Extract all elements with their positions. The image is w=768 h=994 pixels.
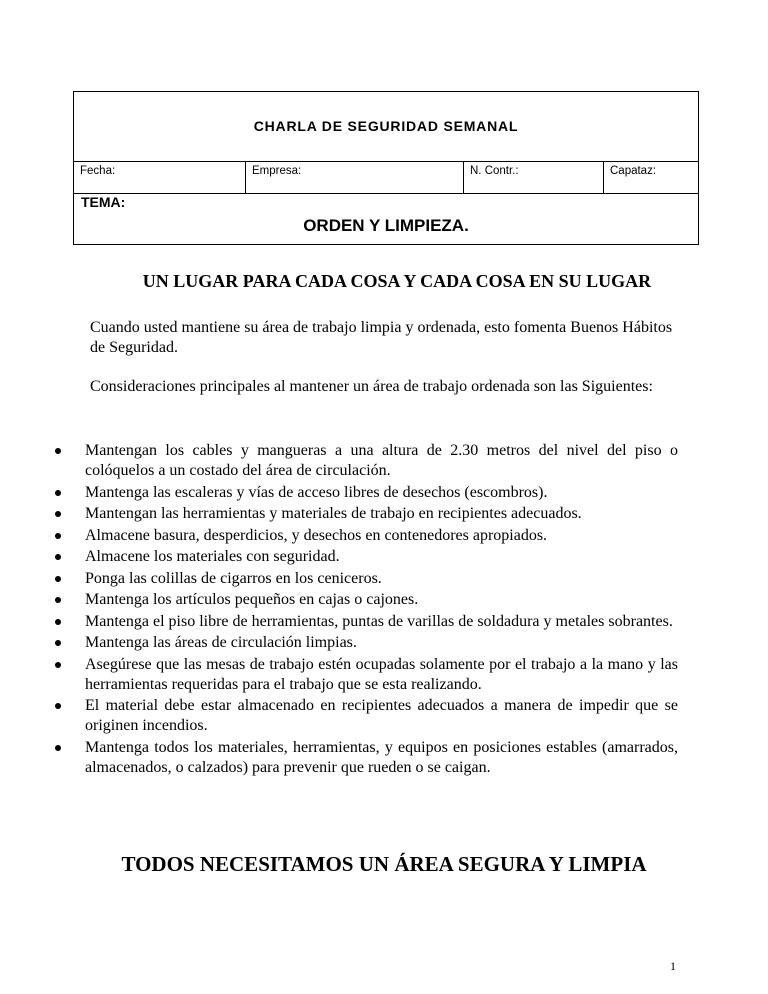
bullet-icon: [55, 662, 61, 668]
bullet-text: Mantenga las áreas de circulación limpias.: [85, 634, 357, 651]
bullet-item: [52, 655, 678, 695]
bullet-item: [52, 483, 678, 503]
bullet-text: Asegúrese que las mesas de trabajo estén ocupadas solamente por el trabajo a la mano y las herramientas requeridas para el trabajo que se esta realizando.: [85, 655, 678, 693]
document-title: CHARLA DE SEGURIDAD SEMANAL: [253, 118, 519, 134]
bullet-icon: [55, 490, 61, 496]
bullet-item: [52, 547, 678, 567]
bullet-text: El material debe estar almacenado en recipientes adecuados a manera de impedir que se originen incendios.: [85, 697, 678, 734]
bullet-text: Mantengan las herramientas y materiales de trabajo en recipientes adecuados.: [85, 505, 582, 522]
field-contrato[interactable]: N. Contr.:: [464, 162, 604, 193]
bullet-icon: [55, 576, 61, 582]
considerations-paragraph: Consideraciones principales al mantener un área de trabajo ordenada son las Siguientes:: [90, 378, 653, 395]
bullet-icon: [55, 511, 61, 517]
bullet-text: Almacene los materiales con seguridad.: [85, 548, 340, 565]
bullet-icon: [55, 533, 61, 539]
bullet-item: [52, 504, 678, 524]
topic-title: ORDEN Y LIMPIEZA.: [303, 216, 469, 235]
field-empresa[interactable]: Empresa:: [246, 162, 464, 193]
fields-row: [74, 161, 698, 194]
bullet-icon: [55, 703, 61, 709]
bullet-text: Mantenga los artículos pequeños en cajas o cajones.: [85, 591, 419, 608]
subtitle: UN LUGAR PARA CADA COSA Y CADA COSA EN SU LUGAR: [142, 271, 652, 291]
bullet-icon: [55, 619, 61, 625]
bullet-item: [52, 441, 678, 481]
intro-paragraph: Cuando usted mantiene su área de trabajo limpia y ordenada, esto fomenta Buenos Hábitos de Seguridad.: [90, 319, 673, 356]
page-number: 1: [670, 959, 676, 973]
closing-statement: TODOS NECESITAMOS UN ÁREA SEGURA Y LIMPIA: [121, 852, 647, 876]
bullet-text: Ponga las colillas de cigarros en los ceniceros.: [85, 569, 382, 587]
bullet-item: [52, 569, 678, 589]
bullet-item: [52, 612, 678, 632]
bullet-item: [52, 738, 678, 778]
bullet-icon: [55, 640, 61, 646]
header-box: [73, 91, 699, 245]
bullet-text: Mantenga las escaleras y vías de acceso libres de desechos (escombros).: [85, 483, 548, 501]
bullet-icon: [55, 745, 61, 751]
bullet-text: Mantenga todos los materiales, herramientas, y equipos en posiciones estables (amarrados, almacenados, o calzados) para prevenir que rueden o se caigan.: [85, 738, 678, 776]
bullet-item: [52, 696, 678, 736]
bullet-list: [52, 441, 678, 779]
bullet-item: [52, 633, 678, 653]
bullet-text: Mantengan los cables y mangueras a una altura de 2.30 metros del nivel del piso o colóquelos a un costado del área de circulación.: [85, 442, 678, 479]
field-fecha[interactable]: Fecha:: [74, 162, 246, 193]
bullet-icon: [55, 597, 61, 603]
bullet-item: [52, 526, 678, 546]
bullet-text: Almacene basura, desperdicios, y desechos en contenedores apropiados.: [85, 526, 548, 544]
bullet-icon: [55, 554, 61, 560]
bullet-icon: [55, 448, 61, 454]
bullet-item: [52, 590, 678, 610]
field-capataz[interactable]: Capataz:: [610, 165, 657, 177]
bullet-text: Mantenga el piso libre de herramientas, puntas de varillas de soldadura y metales sobrantes.: [85, 612, 673, 630]
tema-label: TEMA:: [81, 194, 126, 210]
